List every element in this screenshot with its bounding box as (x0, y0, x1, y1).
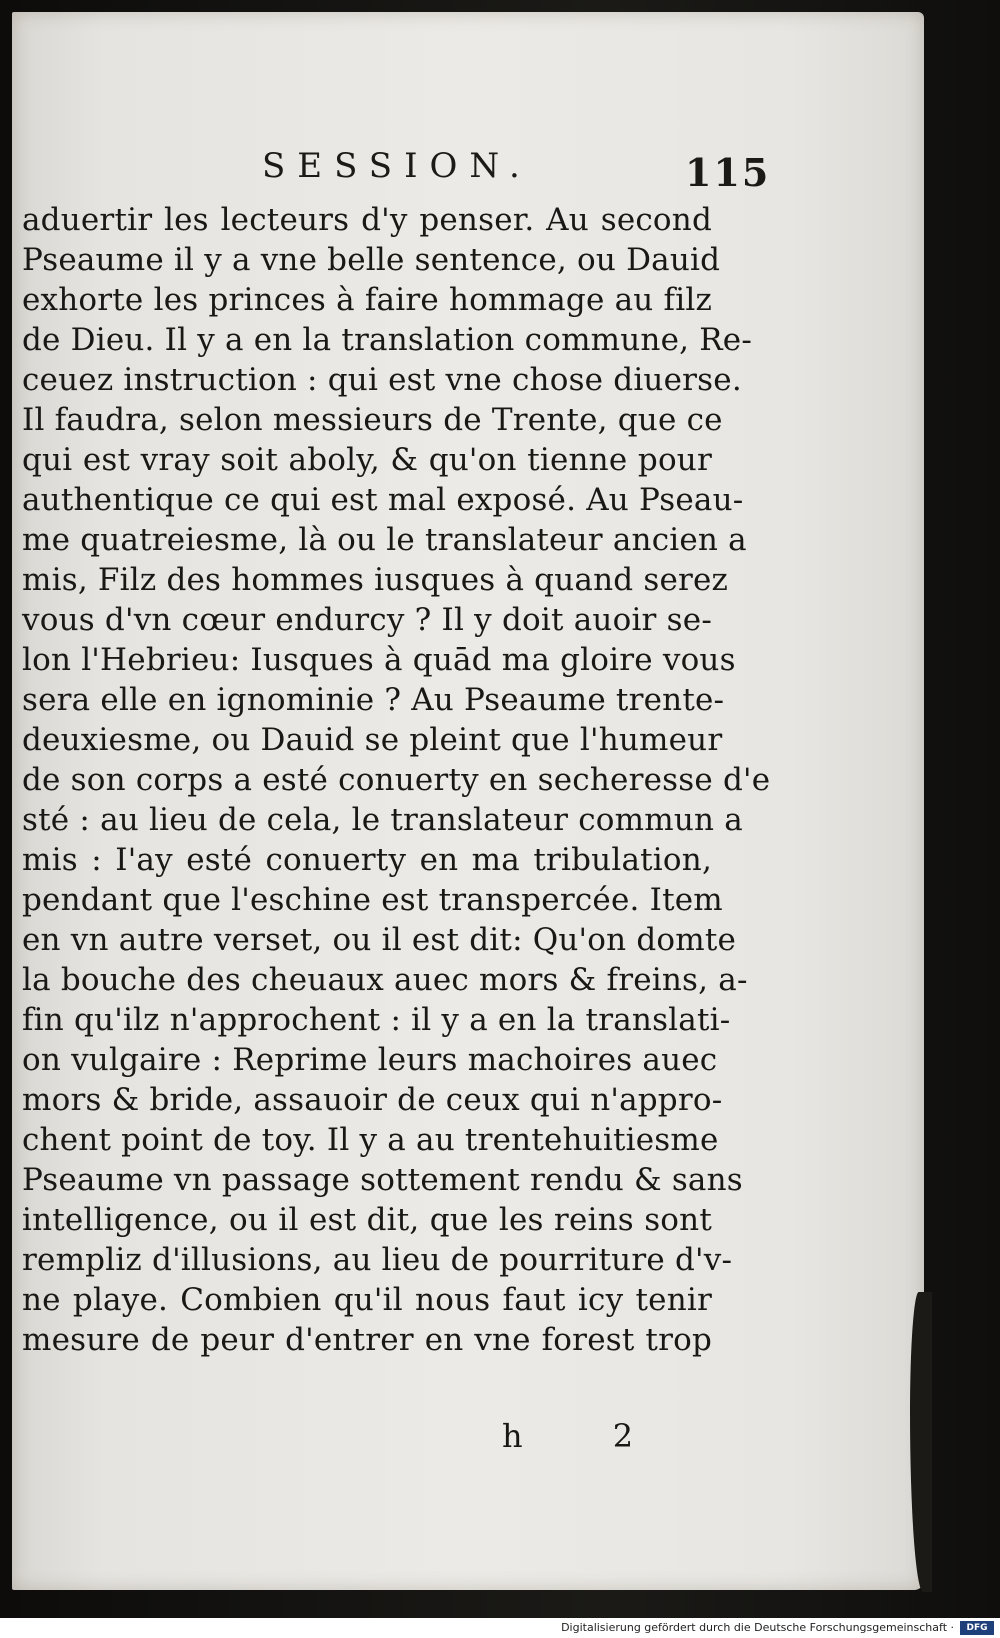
text-line: mis : I'ay esté conuerty en ma tribulation, (22, 842, 712, 878)
text-line: intelligence, ou il est dit, que les reins sont (22, 1202, 712, 1238)
text-line: de son corps a esté conuerty en secheresse d'e (22, 762, 771, 798)
digitization-credit: Digitalisierung gefördert durch die Deutsche Forschungsgemeinschaft · (561, 1621, 954, 1634)
text-line: me quatreiesme, là ou le translateur ancien a (22, 522, 747, 558)
text-line: mesure de peur d'entrer en vne forest trop (22, 1322, 712, 1358)
dfg-logo-icon: DFG (960, 1621, 994, 1635)
running-head: SESSION. (262, 146, 532, 186)
text-line: qui est vray soit aboly, & qu'on tienne pour (22, 442, 712, 478)
text-line: Pseaume il y a vne belle sentence, ou Dauid (22, 242, 721, 278)
text-line: la bouche des cheuaux auec mors & freins, a- (22, 962, 748, 998)
text-line: lon l'Hebrieu: Iusques à quād ma gloire vous (22, 642, 736, 678)
page-header (12, 140, 924, 200)
text-line: exhorte les princes à faire hommage au filz (22, 282, 712, 318)
text-line: en vn autre verset, ou il est dit: Qu'on domte (22, 922, 737, 958)
text-line: aduertir les lecteurs d'y penser. Au second (22, 202, 712, 238)
text-line: authentique ce qui est mal exposé. Au Pseau- (22, 482, 744, 518)
torn-page-edge (910, 1292, 932, 1592)
body-text (22, 200, 771, 1360)
text-line: mis, Filz des hommes iusques à quand serez (22, 562, 729, 598)
text-line: Il faudra, selon messieurs de Trente, que ce (22, 402, 723, 438)
text-line: sté : au lieu de cela, le translateur commun a (22, 802, 743, 838)
text-line: vous d'vn cœur endurcy ? Il y doit auoir se- (22, 602, 712, 638)
text-line: ceuez instruction : qui est vne chose diuerse. (22, 362, 742, 398)
text-line: rempliz d'illusions, au lieu de pourriture d'v- (22, 1242, 733, 1278)
text-line: fin qu'ilz n'approchent : il y a en la translati- (22, 1002, 731, 1038)
signature-mark: h 2 (502, 1417, 674, 1455)
text-line: sera elle en ignominie ? Au Pseaume trente- (22, 682, 725, 718)
text-line: Pseaume vn passage sottement rendu & sans (22, 1162, 743, 1198)
text-line: pendant que l'eschine est transpercée. Item (22, 882, 723, 918)
text-line: on vulgaire : Reprime leurs machoires auec (22, 1042, 718, 1078)
text-line: mors & bride, assauoir de ceux qui n'appro- (22, 1082, 723, 1118)
text-line: deuxiesme, ou Dauid se pleint que l'humeur (22, 722, 723, 758)
page-number: 115 (685, 150, 771, 195)
text-line: de Dieu. Il y a en la translation commune, Re- (22, 322, 753, 358)
book-page (12, 12, 924, 1590)
text-line: ne playe. Combien qu'il nous faut icy tenir (22, 1282, 712, 1318)
text-line: chent point de toy. Il y a au trentehuitiesme (22, 1122, 719, 1158)
